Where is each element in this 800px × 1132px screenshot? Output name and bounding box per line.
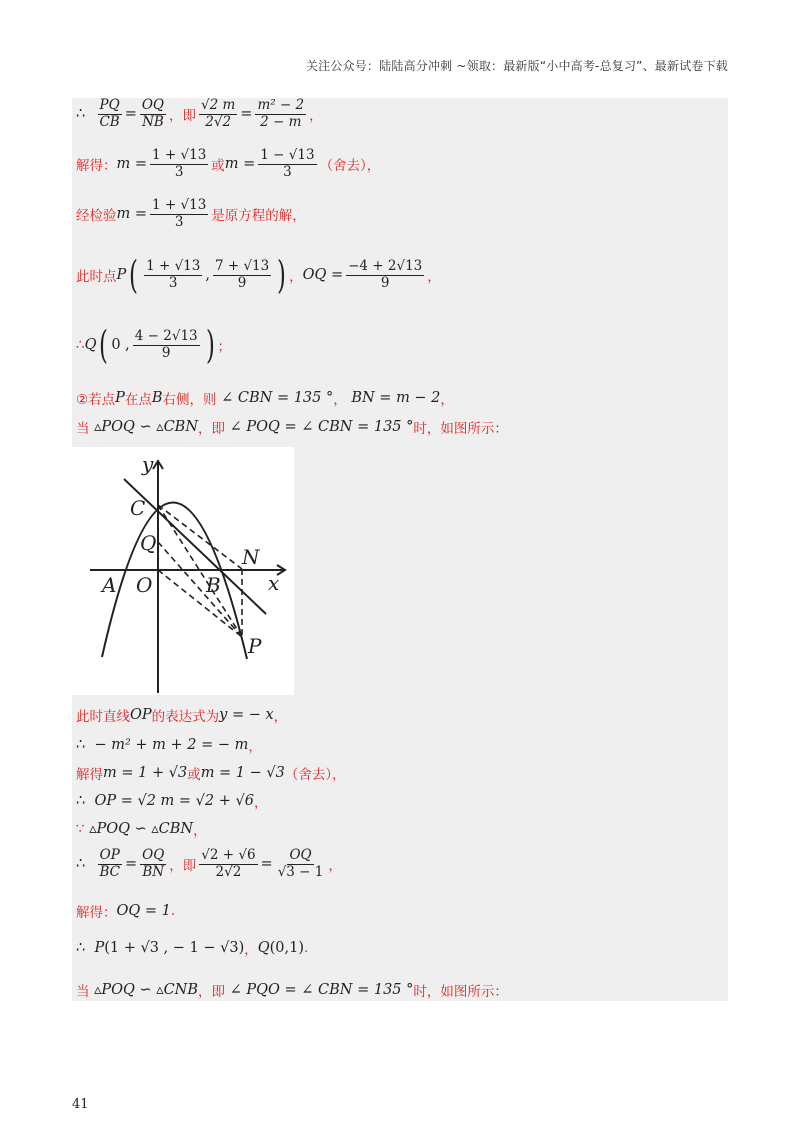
fraction: $\frac{-4 + 2√13}{9}$ (348, 257, 423, 291)
page-header: 关注公众号：陆陆高分冲刺 ~领取：最新版“小中高考-总复习”、最新试卷下载 (305, 59, 728, 73)
label-q: Q (140, 531, 157, 555)
line-ratio-2: ∴ $\frac{OP}{BC}$ = $\frac{OQ}{BN}$ ，即 $\frac{√2 + √6}{2√2}$ = $\frac{OQ}{√3 - 1}$ ， (76, 847, 342, 880)
line-case-2: ②若点 P 在点 B 右侧，则 ∠ CBN = 135 ° ， BN = m − 2 ， (76, 390, 454, 408)
label-n: N (242, 545, 260, 569)
line-verify: 经检验 m = $\frac{1 + √13}{3}$ 是原方程的解， (76, 197, 306, 230)
line-point-q: ∴ Q ( 0 , $\frac{4 - 2√13}{9}$ ) ； (76, 323, 231, 367)
segment-cn (158, 505, 242, 569)
line-similar-case-2: 当 ▵POQ ∽ ▵CNB ，即 ∠ PQO = ∠ CBN = 135 ° 时，如图所示： (76, 982, 508, 1000)
label-p: P (248, 634, 262, 658)
parabola-figure (72, 447, 294, 695)
figure-svg (72, 447, 294, 695)
line-similar-case: 当 ▵POQ ∽ ▵CBN ，即 ∠ POQ = ∠ CBN = 135 ° 时，如图所示： (76, 419, 508, 437)
label-o: O (136, 573, 153, 597)
line-ratio-1: ∴ $\frac{PQ}{CB}$ = $\frac{OQ}{NB}$ ，即 $\frac{√2 m}{2√2}$ = $\frac{\text{m² − 2}}{2 - m}$ ， (76, 97, 323, 130)
fraction: $\frac{PQ}{CB}$ (99, 97, 120, 130)
label-x: x (268, 571, 280, 595)
fraction: $\frac{7 + √13}{9}$ (214, 257, 270, 291)
label-a: A (102, 573, 117, 597)
label-b: B (206, 573, 221, 597)
fraction: $\frac{OQ}{√3 - 1}$ (277, 847, 324, 880)
fraction: $\frac{√2 m}{2√2}$ (201, 97, 236, 130)
fraction: $\frac{√2 + √6}{2√2}$ (201, 847, 256, 880)
therefore-symbol: ∴ (76, 106, 86, 123)
label-c: C (130, 496, 146, 520)
line-points: ∴ P (1 + √3 , − 1 − √3) ， Q (0,1) . (76, 940, 309, 958)
fraction: $\frac{1 - √13}{3}$ (260, 147, 315, 180)
fraction: $\frac{OQ}{BN}$ (142, 847, 165, 880)
fraction: $\frac{1 + √13}{3}$ (152, 147, 207, 180)
line-equation: ∴ − m² + m + 2 = − m ， (76, 737, 262, 755)
line-solve-oq: 解得： OQ = 1 . (76, 903, 176, 921)
segment-qp (158, 542, 242, 637)
fraction: $\frac{\text{m² − 2}}{2 - m}$ (257, 97, 305, 130)
line-solve-m-2: 解得 m = 1 + √3 或 m = 1 − √3 （舍去）， (76, 765, 346, 783)
line-op-expression: 此时直线 OP 的表达式为 y = − x ， (76, 707, 288, 725)
fraction: $\frac{OP}{BC}$ (99, 847, 120, 880)
page-number: 41 (72, 1097, 89, 1112)
fraction: $\frac{OQ}{NB}$ (141, 97, 164, 130)
fraction: $\frac{1 + √13}{3}$ (152, 197, 207, 230)
line-solve-m: 解得： m = $\frac{1 + √13}{3}$ 或 m = $\frac{1 - √13}{3}$ （舍去）， (76, 147, 381, 180)
fraction: $\frac{4 - 2√13}{9}$ (134, 327, 198, 361)
line-because: ∵ ▵POQ ∽ ▵CBN ， (76, 821, 207, 839)
label-y: y (142, 452, 154, 476)
fraction: $\frac{1 + √13}{3}$ (146, 257, 201, 291)
line-op-length: ∴ OP = √2 m = √2 + √6 ， (76, 793, 268, 811)
line-point-p: 此时点 P ( $\frac{1 + √13}{3}$ , $\frac{7 + √13}{9}$ ) ， OQ = $\frac{-4 + 2√13}{9}$ ， (76, 253, 441, 297)
